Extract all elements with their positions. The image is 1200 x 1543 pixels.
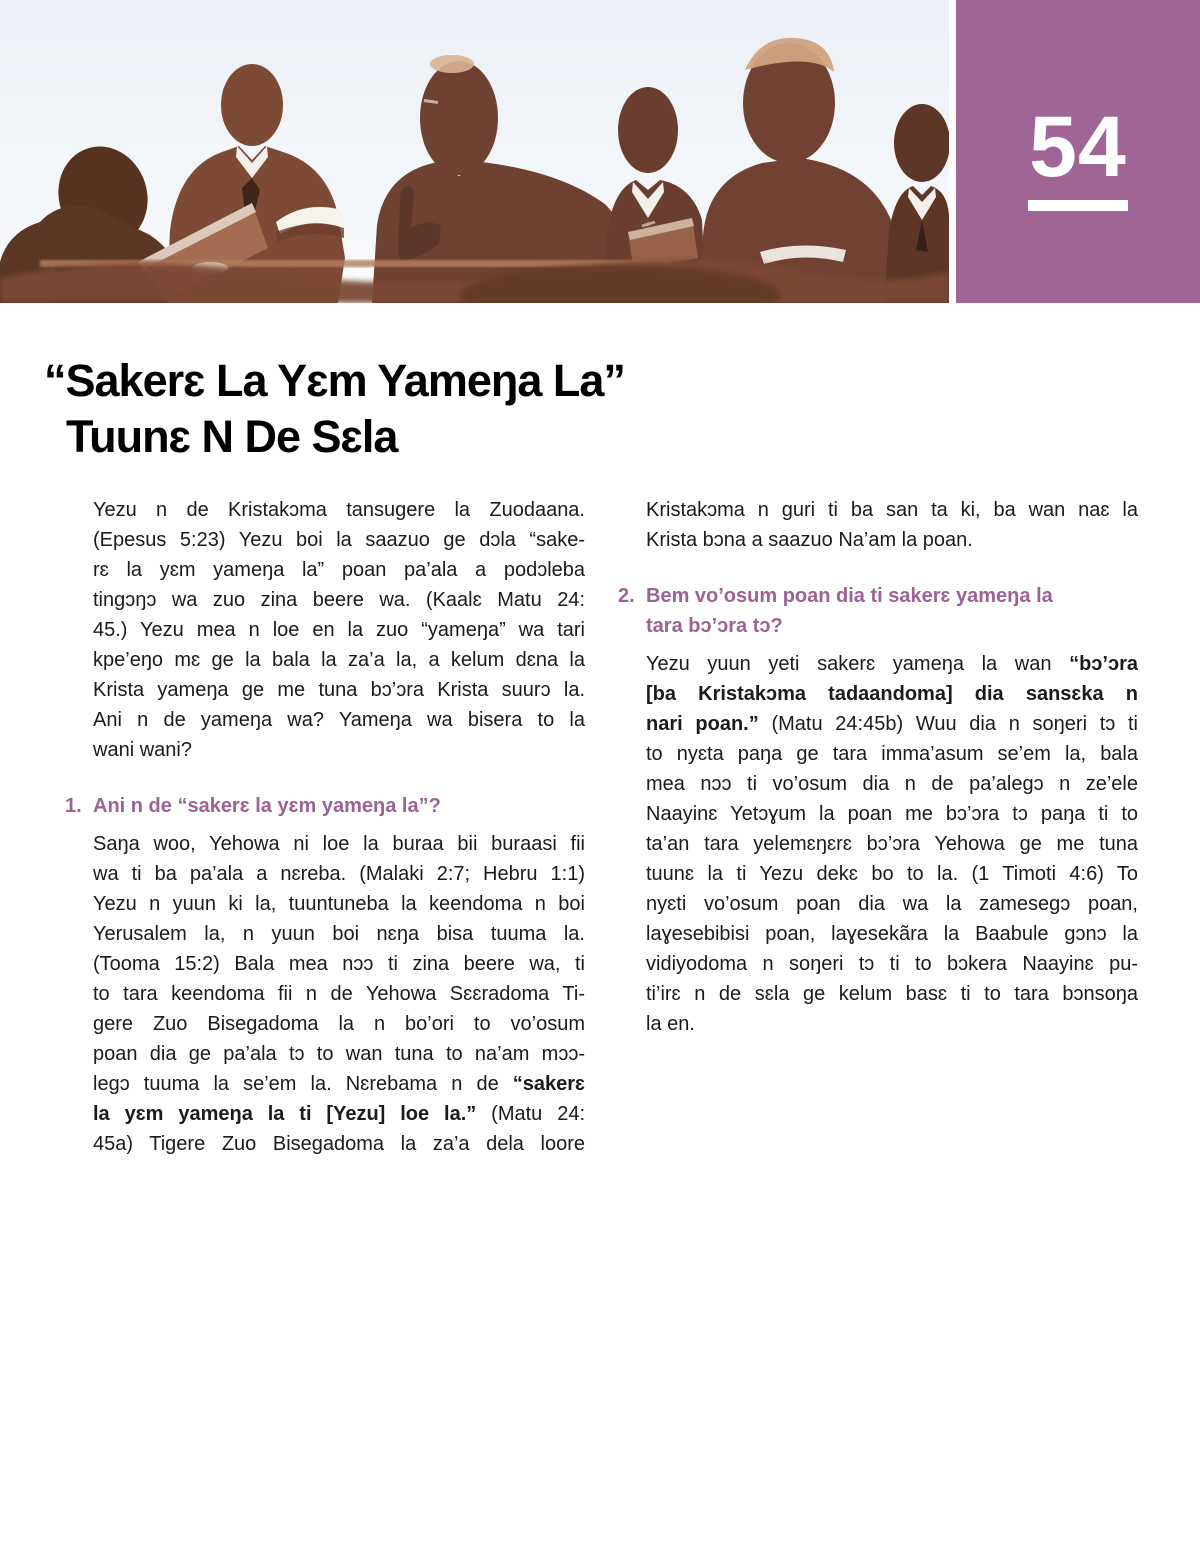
meeting-silhouettes-svg — [0, 0, 949, 303]
lesson-number-underline — [1028, 200, 1128, 211]
lesson-title-line2: Tuunɛ N De Sɛla — [66, 411, 398, 462]
question-1-heading — [65, 791, 585, 821]
question-1-number: 1. — [65, 795, 82, 817]
lesson-number-box — [956, 0, 1200, 303]
lesson-title-line1: “Sakerɛ La Yɛm Yameŋa La” — [44, 355, 625, 406]
right-column — [618, 495, 1138, 1159]
meeting-silhouettes-illustration — [0, 0, 949, 303]
question-1-text: Ani n de “sakerɛ la yɛm yameŋa la”? — [93, 795, 441, 817]
paragraph-1: Saŋa woo, Yehowa ni loe la buraa bii buraasi fii wa ti ba pa’ala a nɛreba. (Malaki 2:7; Hebru 1:1) Yezu n yuun ki la, tuuntuneba la keendoma n boi Yerusalem la, n yuun boi nɛŋa bisa tuuma la. (Tooma 15:2) Bala mea nɔɔ ti zina beere wa, ti to tara keendoma fii n de Yehowa Sɛɛradoma Ti- gere Zuo Bisegadoma la n bo’ori to vo’osum poan dia ge pa’ala tɔ to wan tuna to na’am mɔɔ- legɔ tuuma la se’em la. Nɛrebama n de “sakerɛ la yɛm yameŋa la ti [Yezu] loe la.” (Matu 24: 45a) Tigere Zuo Bisegadoma la za’a dela loore — [93, 833, 585, 1155]
question-2-text: Bem vo’osum poan dia ti sakerɛ yameŋa la tara bɔ’ɔra tɔ? — [646, 585, 1053, 637]
lesson-number: 54 — [1029, 99, 1127, 195]
page-header — [0, 0, 1200, 303]
left-column — [65, 495, 585, 1159]
header-gap — [949, 0, 956, 303]
body-columns — [0, 465, 1200, 1159]
question-2-number: 2. — [618, 585, 635, 607]
paragraph-2: Yezu yuun yeti sakerɛ yameŋa la wan “bɔ’ɔra [ba Kristakɔma tadaandoma] dia sansɛka n nari poan.” (Matu 24:45b) Wuu dia n soŋeri tɔ ti to nyɛta paŋa ge tara imma’asum se’em la, bala mea nɔɔ ti vo’osum dia n de pa’alegɔ n ze’ele Naayinɛ Yetɔɣum la poan me bɔ’ɔra tɔ paŋa ti to ta’an tara yelemɛŋɛrɛ bɔ’ɔra Yehowa ge me tuna tuunɛ la ti Yezu dekɛ bo to la. (1 Timoti 4:6) To nyɛti vo’osum poan dia wa la zamesegɔ poan, laɣesebibisi poan, laɣesekãra la Baabule gɔnɔ la vidiyodoma n soŋeri tɔ ti to bɔkera Naayinɛ pu- ti’irɛ n de sɛla ge kelum basɛ ti to tara bɔnsoŋa la en. — [646, 653, 1138, 1035]
question-2-heading — [618, 581, 1138, 641]
paragraph-1-continuation: Kristakɔma n guri ti ba san ta ki, ba wan naɛ la Krista bɔna a saazuo Na’am la poan. — [646, 499, 1138, 551]
lesson-title — [44, 353, 1200, 465]
intro-paragraph: Yezu n de Kristakɔma tansugere la Zuodaana. (Epesus 5:23) Yezu boi la saazuo ge dɔla “sake- rɛ la yɛm yameŋa la” poan pa’ala a podɔleba tingɔŋɔ wa zuo zina beere wa. (Kaalɛ Matu 24: 45.) Yezu mea n loe en la zuo “yameŋa” wa tari kpe’eŋo mɛ ge la bala la za’a la, a kelum dɛna la Krista yameŋa ge me tuna bɔ’ɔra Krista suurɔ la. Ani n de yameŋa wa? Yameŋa wa bisera to la wani wani? — [93, 499, 585, 761]
